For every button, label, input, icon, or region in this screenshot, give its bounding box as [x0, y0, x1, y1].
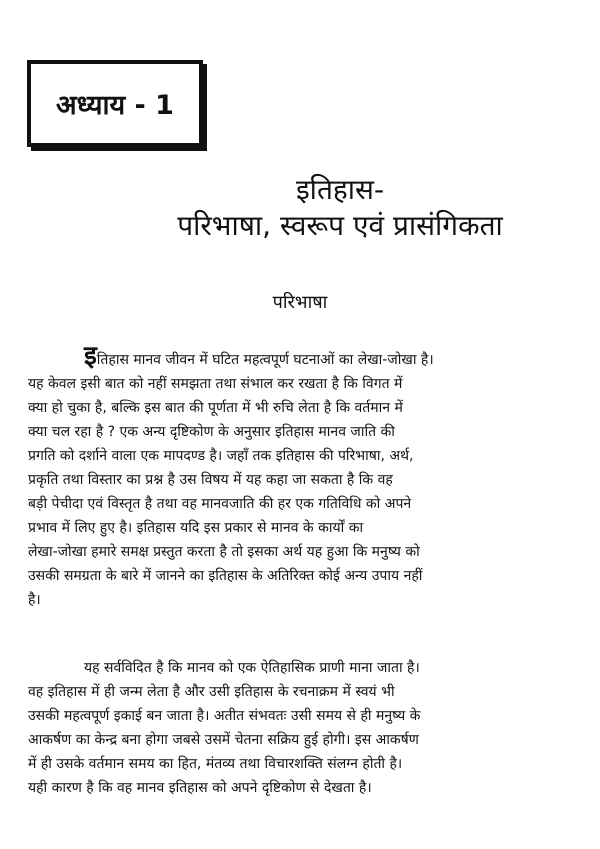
chapter-label: अध्याय - 1	[56, 90, 174, 121]
paragraph-line: है।	[28, 592, 41, 608]
paragraph-line-text: तिहास मानव जीवन में घटित महत्वपूर्ण घटनाओं का लेखा-जोखा है।	[96, 352, 434, 368]
paragraph-line: यह सर्वविदित है कि मानव को एक ऐतिहासिक प्राणी माना जाता है।	[84, 660, 420, 676]
paragraph-line: उसकी समग्रता के बारे में जानने का इतिहास के अतिरिक्त कोई अन्य उपाय नहीं	[28, 568, 423, 584]
paragraph-line	[28, 346, 584, 372]
title-line-1: इतिहास-	[295, 173, 385, 206]
paragraph-line: वह इतिहास में ही जन्म लेता है और उसी इतिहास के रचनाक्रम में स्वयं भी	[28, 684, 395, 700]
paragraph-line: में ही उसके वर्तमान समय का हित, मंतव्य तथा विचारशक्ति संलग्न होती है।	[28, 756, 403, 772]
title-line-2: परिभाषा, स्वरूप एवं प्रासंगिकता	[177, 209, 503, 242]
chapter-box	[27, 60, 203, 147]
paragraph-1	[28, 346, 584, 612]
drop-cap: इ	[84, 346, 97, 371]
paragraph-line: प्रकृति तथा विस्तार का प्रश्न है उस विषय में यह कहा जा सकता है कि वह	[28, 472, 393, 488]
section-heading: परिभाषा	[272, 292, 328, 313]
paragraph-line: प्रभाव में लिए हुए है। इतिहास यदि इस प्रकार से मानव के कार्यों का	[28, 520, 364, 536]
paragraph-line: क्या हो चुका है, बल्कि इस बात की पूर्णता में भी रुचि लेता है कि वर्तमान में	[28, 400, 403, 416]
paragraph-line: लेखा-जोखा हमारे समक्ष प्रस्तुत करता है तो इसका अर्थ यह हुआ कि मनुष्य को	[28, 544, 420, 560]
paragraph-line: यह केवल इसी बात को नहीं समझता तथा संभाल कर रखता है कि विगत में	[28, 376, 403, 392]
chapter-title	[80, 172, 600, 244]
paragraph-2	[28, 656, 584, 800]
paragraph-line: क्या चल रहा है ? एक अन्य दृष्टिकोण के अनुसार इतिहास मानव जाति की	[28, 424, 395, 440]
paragraph-line: प्रगति को दर्शाने वाला एक मापदण्ड है। जहाँ तक इतिहास की परिभाषा, अर्थ,	[28, 448, 414, 464]
paragraph-line: आकर्षण का केन्द्र बना होगा जबसे उसमें चेतना सक्रिय हुई होगी। इस आकर्षण	[28, 732, 419, 748]
paragraph-line: उसकी महत्वपूर्ण इकाई बन जाता है। अतीत संभवतः उसी समय से ही मनुष्य के	[28, 708, 421, 724]
paragraph-line: यही कारण है कि वह मानव इतिहास को अपने दृष्टिकोण से देखता है।	[28, 780, 372, 796]
paragraph-line: बड़ी पेचीदा एवं विस्तृत है तथा वह मानवजाति की हर एक गतिविधि को अपने	[28, 496, 412, 512]
